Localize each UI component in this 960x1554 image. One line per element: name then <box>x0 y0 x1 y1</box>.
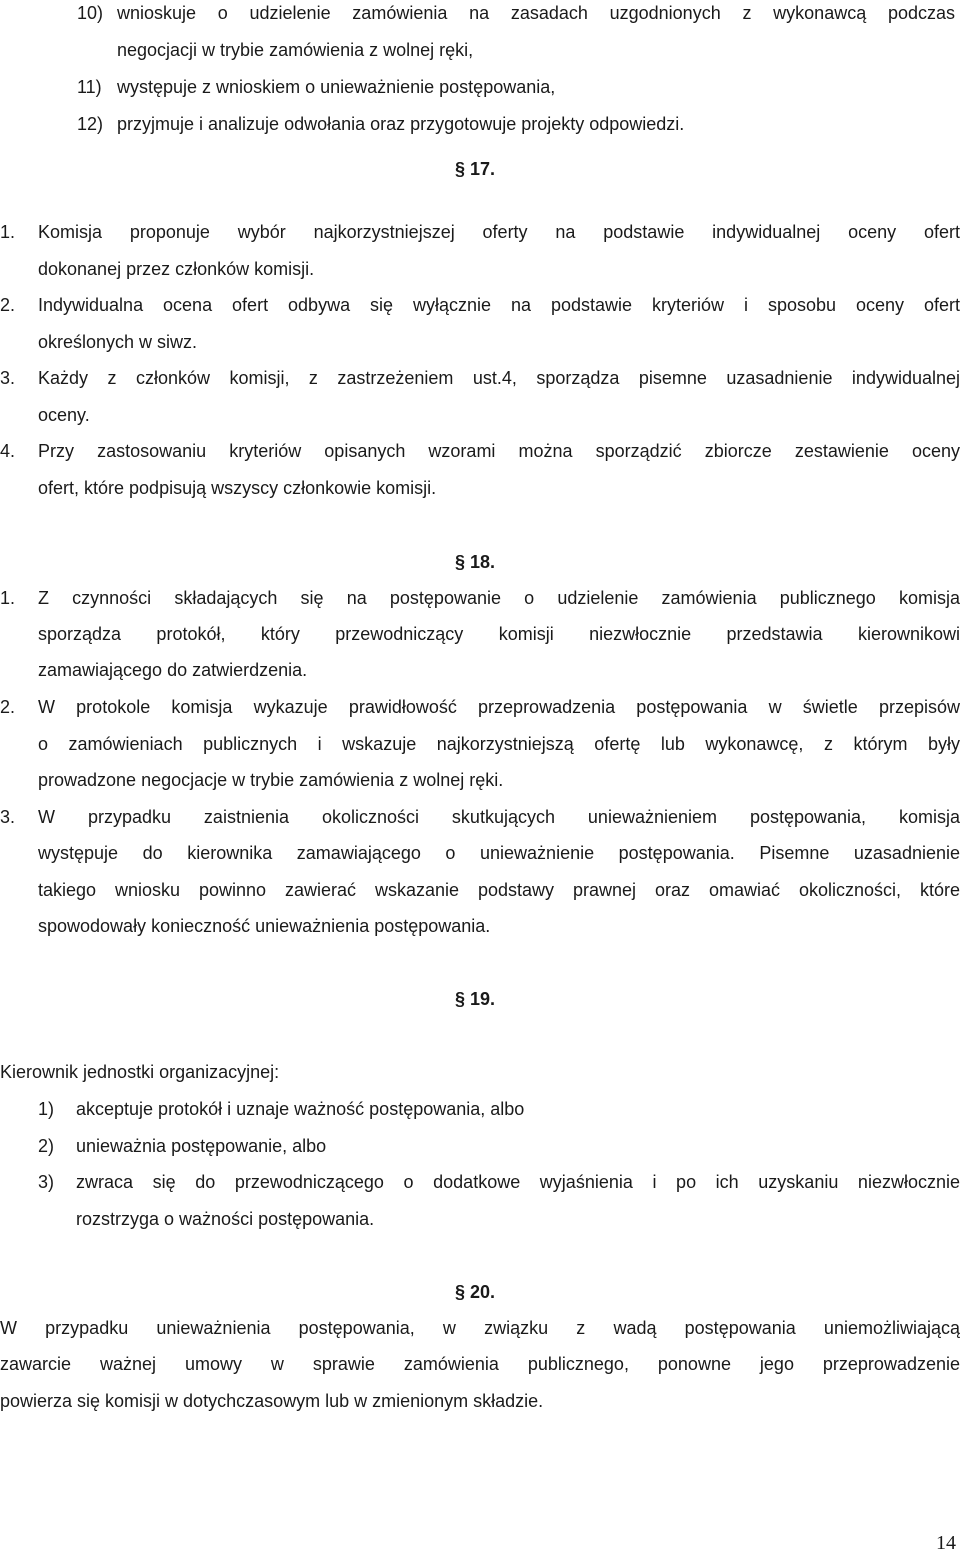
list-item-text: negocjacji w trybie zamówienia z wolnej ręki, <box>117 40 474 60</box>
paragraph-number: 2. <box>0 697 16 717</box>
paragraph-number: 3. <box>0 368 16 388</box>
paragraph-text: W protokole komisja wykazuje prawidłowość przeprowadzenia postępowania w świetle przepisów <box>38 697 960 717</box>
paragraph-number: 2. <box>0 295 16 315</box>
paragraph-number: 1. <box>0 222 16 242</box>
list-item-text: wnioskuje o udzielenie zamówienia na zasadach uzgodnionych z wykonawcą podczas <box>117 3 955 23</box>
paragraph-text: prowadzone negocjacje w trybie zamówienia z wolnej ręki. <box>38 770 504 790</box>
paragraph-text: zamawiającego do zatwierdzenia. <box>38 660 308 680</box>
paragraph-text: dokonanej przez członków komisji. <box>38 259 315 279</box>
list-item-text: rozstrzyga o ważności postępowania. <box>76 1209 375 1229</box>
paragraph-text: ofert, które podpisują wszyscy członkowie komisji. <box>38 478 437 498</box>
paragraph-text: spowodowały konieczność unieważnienia postępowania. <box>38 916 491 936</box>
paragraph-text: oceny. <box>38 405 90 425</box>
list-item-number: 2) <box>38 1136 55 1156</box>
paragraph-text: sporządza protokół, który przewodniczący komisji niezwłocznie przedstawia kierownikowi <box>38 624 960 644</box>
list-item-text: unieważnia postępowanie, albo <box>76 1136 327 1156</box>
paragraph-text: Z czynności składających się na postępowanie o udzielenie zamówienia publicznego komisja <box>38 588 960 608</box>
paragraph-text: Indywidualna ocena ofert odbywa się wyłącznie na podstawie kryteriów i sposobu oceny ofert <box>38 295 960 315</box>
paragraph-text: o zamówieniach publicznych i wskazuje najkorzystniejszą ofertę lub wykonawcę, z którym były <box>38 734 960 754</box>
section-heading: § 18. <box>455 552 496 572</box>
list-item-number: 11) <box>77 77 102 97</box>
list-item-number: 3) <box>38 1172 55 1192</box>
list-item-number: 1) <box>38 1099 55 1119</box>
page-number: 14 <box>936 1532 956 1554</box>
list-item-text: występuje z wnioskiem o unieważnienie postępowania, <box>117 77 556 97</box>
paragraph-text: Komisja proponuje wybór najkorzystniejszej oferty na podstawie indywidualnej oceny ofert <box>38 222 960 242</box>
list-item-number: 10) <box>77 3 104 23</box>
list-item-text: akceptuje protokół i uznaje ważność postępowania, albo <box>76 1099 525 1119</box>
section-heading: § 20. <box>455 1282 496 1302</box>
section-heading: § 17. <box>455 159 496 179</box>
list-item-text: przyjmuje i analizuje odwołania oraz przygotowuje projekty odpowiedzi. <box>117 114 685 134</box>
paragraph-text: powierza się komisji w dotychczasowym lub w zmienionym składzie. <box>0 1391 544 1411</box>
section-heading: § 19. <box>455 989 496 1009</box>
paragraph-text: Przy zastosowaniu kryteriów opisanych wzorami można sporządzić zbiorcze zestawienie oceny <box>38 441 960 461</box>
paragraph-number: 3. <box>0 807 16 827</box>
paragraph-number: 4. <box>0 441 16 461</box>
list-item-number: 12) <box>77 114 104 134</box>
paragraph-number: 1. <box>0 588 16 608</box>
paragraph-text: W przypadku zaistnienia okoliczności skutkujących unieważnieniem postępowania, komisja <box>38 807 960 827</box>
paragraph-text: W przypadku unieważnienia postępowania, w związku z wadą postępowania uniemożliwiającą <box>0 1318 960 1338</box>
paragraph-text: takiego wniosku powinno zawierać wskazanie podstawy prawnej oraz omawiać okoliczności, które <box>38 880 960 900</box>
paragraph-text: Każdy z członków komisji, z zastrzeżeniem ust.4, sporządza pisemne uzasadnienie indywidualnej <box>38 368 960 388</box>
paragraph-text: zawarcie ważnej umowy w sprawie zamówienia publicznego, ponowne jego przeprowadzenie <box>0 1354 960 1374</box>
paragraph-text: określonych w siwz. <box>38 332 198 352</box>
list-item-text: zwraca się do przewodniczącego o dodatkowe wyjaśnienia i po ich uzyskaniu niezwłocznie <box>76 1172 960 1192</box>
list-intro: Kierownik jednostki organizacyjnej: <box>0 1062 280 1082</box>
paragraph-text: występuje do kierownika zamawiającego o unieważnienie postępowania. Pisemne uzasadnienie <box>38 843 960 863</box>
